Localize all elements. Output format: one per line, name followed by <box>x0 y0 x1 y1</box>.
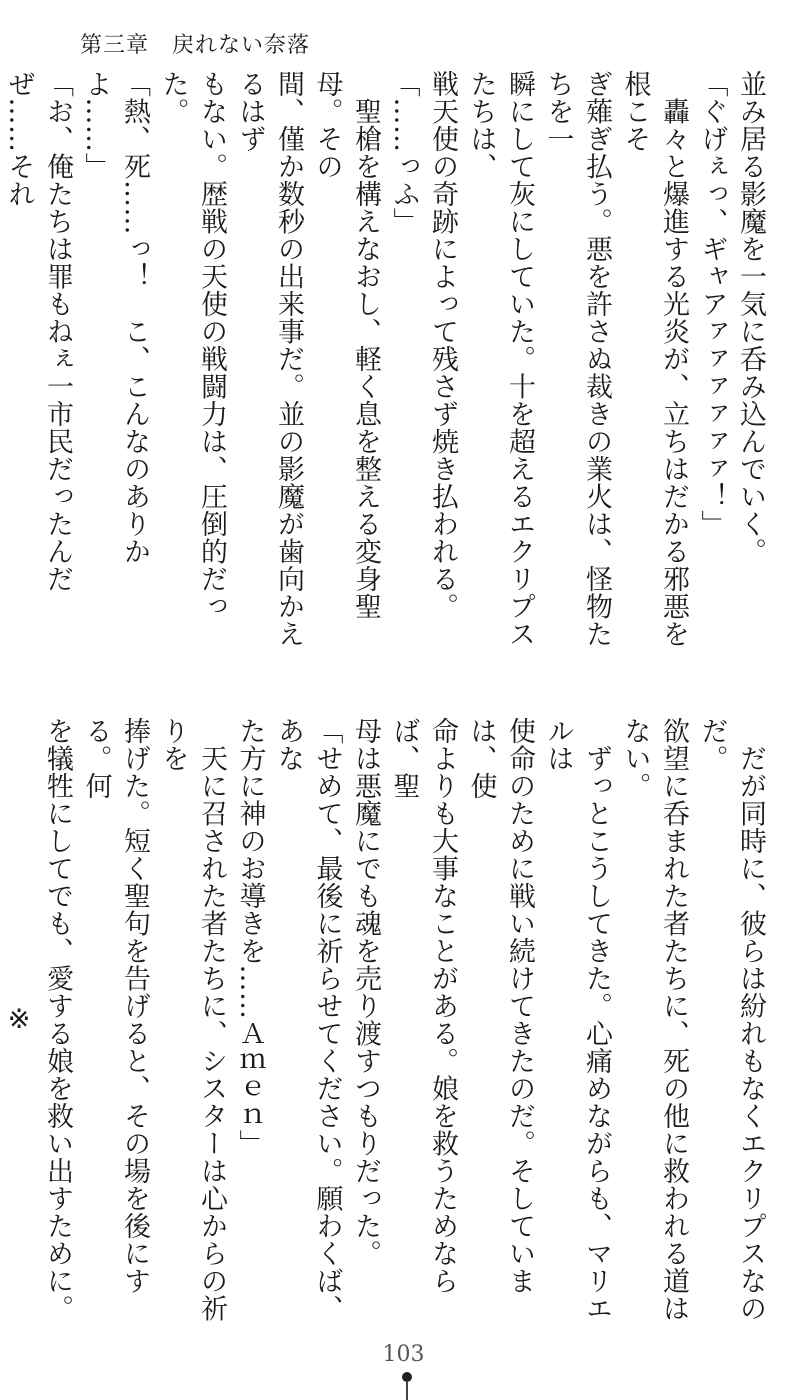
chapter-header: 第三章 戻れない奈落 <box>80 33 311 58</box>
page-marker-line <box>406 1382 408 1400</box>
text-column: 瞬にして灰にしていた。十を超えるエクリプスたちは、 <box>465 70 535 648</box>
section-break-mark: ※ <box>3 1003 35 1036</box>
text-column: だが同時に、彼らは紛れもなくエクリプスなのだ。 <box>696 717 766 1322</box>
text-block-bottom <box>3 717 769 1322</box>
text-column: 欲望に呑まれた者たちに、死の他に救われる道はない。 <box>619 717 689 1322</box>
page-number: 103 <box>382 1342 425 1367</box>
text-column: 「……っふ」 <box>388 70 420 235</box>
text-column: 戦天使の奇跡によって残さず焼き払われる。 <box>427 70 458 620</box>
text-column: ぎ薙ぎ払う。悪を許さぬ裁きの業火は、怪物たちを一 <box>542 70 612 648</box>
text-block-top <box>3 70 769 655</box>
page-marker-dot <box>402 1372 412 1382</box>
text-column: 「ぐげぇっ、ギャアァァァァァァ！」 <box>696 70 728 538</box>
text-column: を犠牲にしてでも、愛する娘を救い出すために。 <box>42 717 73 1322</box>
text-column: 母は悪魔にでも魂を売り渡すつもりだった。 <box>350 717 381 1267</box>
text-column: 並み居る影魔を一気に呑み込んでいく。 <box>735 70 766 565</box>
text-column: 聖槍を構えなおし、軽く息を整える変身聖母。その <box>311 70 381 620</box>
text-column: 捧げた。短く聖句を告げると、その場を後にする。何 <box>80 717 150 1295</box>
text-column: 「お、俺たちは罪もねぇ一市民だったんだぜ……それ <box>3 70 73 593</box>
text-column: もない。歴戦の天使の戦闘力は、圧倒的だった。 <box>157 70 227 620</box>
text-column: ずっとこうしてきた。心痛めながらも、マリエルは <box>542 717 612 1322</box>
text-column: 使命のために戦い続けてきたのだ。そしていまは、使 <box>465 717 535 1295</box>
text-column: 命よりも大事なことがある。娘を救うためならば、聖 <box>388 717 458 1295</box>
text-column: 間、僅か数秒の出来事だ。並の影魔が歯向かえるはず <box>234 70 304 648</box>
text-column: 天に召された者たちに、シスターは心からの祈りを <box>157 717 227 1322</box>
text-column: た方に神のお導きを……Ａｍｅｎ」 <box>234 717 266 1157</box>
text-column: 轟々と爆進する光炎が、立ちはだかる邪悪を根こそ <box>619 70 689 648</box>
text-column: 「熱、死……っ！ こ、こんなのありかよ……」 <box>80 70 150 565</box>
text-column: 「せめて、最後に祈らせてください。願わくば、あな <box>273 717 343 1322</box>
